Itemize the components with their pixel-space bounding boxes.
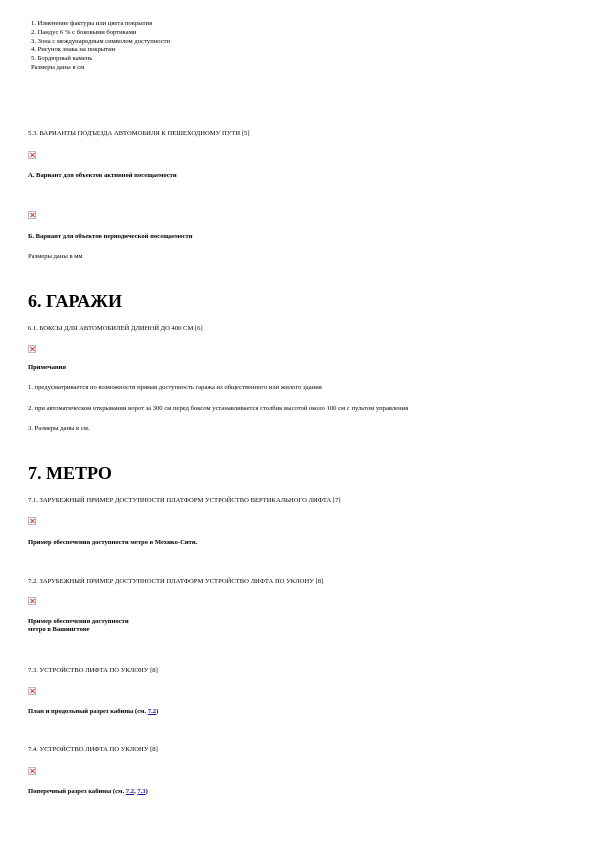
broken-image-icon bbox=[28, 687, 36, 695]
legend-item: 5. Бордюрный камень bbox=[31, 55, 93, 63]
broken-image-icon bbox=[28, 211, 36, 219]
figure-link[interactable]: 7.3 bbox=[137, 788, 146, 795]
figure-caption bbox=[28, 618, 129, 634]
legend-list bbox=[31, 20, 170, 73]
section-heading: 7.2. ЗАРУБЕЖНЫЙ ПРИМЕР ДОСТУПНОСТИ ПЛАТФОРМ УСТРОЙСТВО ЛИФТА ПО УКЛОНУ [8] bbox=[28, 578, 324, 585]
legend-item: 2. Пандус 6 % с боковыми бортиками bbox=[31, 28, 137, 36]
figure-caption bbox=[28, 708, 158, 716]
note-item: 3. Размеры даны в см. bbox=[28, 425, 90, 432]
figure-caption: Пример обеспечения доступности метро в Мехико-Сити. bbox=[28, 539, 198, 546]
section-title: 6. ГАРАЖИ bbox=[28, 291, 122, 311]
section-heading: 5.3. ВАРИАНТЫ ПОДЪЕЗДА АВТОМОБИЛЯ К ПЕШЕХОДНОМУ ПУТИ [5] bbox=[28, 130, 250, 137]
figure-caption: Б. Вариант для объектов периодической посещаемости bbox=[28, 233, 193, 240]
legend-item: 1. Изменение фактуры или цвета покрытия bbox=[31, 20, 153, 27]
section-heading: 7.3. УСТРОЙСТВО ЛИФТА ПО УКЛОНУ [8] bbox=[28, 667, 158, 674]
broken-image-icon bbox=[28, 345, 36, 353]
figure-caption bbox=[28, 788, 148, 796]
broken-image-icon bbox=[28, 597, 36, 605]
caption-text: Поперечный разрез кабины (см. bbox=[28, 788, 126, 795]
section-heading: 6.1. БОКСЫ ДЛЯ АВТОМОБИЛЕЙ ДЛИНОЙ ДО 400 СМ [6] bbox=[28, 325, 203, 332]
note-item: 1. предусматривается по возможности прямая доступность гаража из общественного или жилого здания bbox=[28, 384, 322, 391]
figure-caption: А. Вариант для объектов активной посещаемости bbox=[28, 172, 177, 179]
figure-link[interactable]: 7.2 bbox=[125, 788, 135, 795]
legend-item: 4. Рисунок знака на покрытии bbox=[31, 46, 116, 54]
notes-label: Примечания bbox=[28, 364, 67, 371]
caption-line: Пример обеспечения доступности bbox=[28, 618, 129, 625]
dimensions-note: Размеры даны в мм bbox=[28, 253, 83, 260]
caption-text: План и продольный разрез кабины (см. bbox=[28, 708, 148, 715]
legend-item: Размеры даны в см bbox=[31, 63, 85, 71]
broken-image-icon bbox=[28, 151, 36, 159]
caption-separator: , bbox=[134, 788, 138, 795]
caption-text: ) bbox=[156, 708, 159, 715]
legend-item: 3. Зона с международным символом доступности bbox=[31, 37, 171, 45]
section-heading: 7.1. ЗАРУБЕЖНЫЙ ПРИМЕР ДОСТУПНОСТИ ПЛАТФОРМ УСТРОЙСТВО ВЕРТИКАЛЬНОГО ЛИФТА [7] bbox=[28, 497, 341, 504]
note-item: 2. при автоматическом открывании ворот за 300 см перед боксом устанавливается столбик высотой около 100 см с пультом управления bbox=[28, 405, 409, 412]
caption-text: ) bbox=[145, 788, 148, 795]
figure-link[interactable]: 7.2 bbox=[147, 708, 157, 715]
caption-line: метро в Вашингтоне bbox=[28, 625, 90, 633]
section-title: 7. МЕТРО bbox=[28, 463, 112, 483]
broken-image-icon bbox=[28, 517, 36, 525]
broken-image-icon bbox=[28, 767, 36, 775]
section-heading: 7.4. УСТРОЙСТВО ЛИФТА ПО УКЛОНУ [8] bbox=[28, 746, 158, 753]
